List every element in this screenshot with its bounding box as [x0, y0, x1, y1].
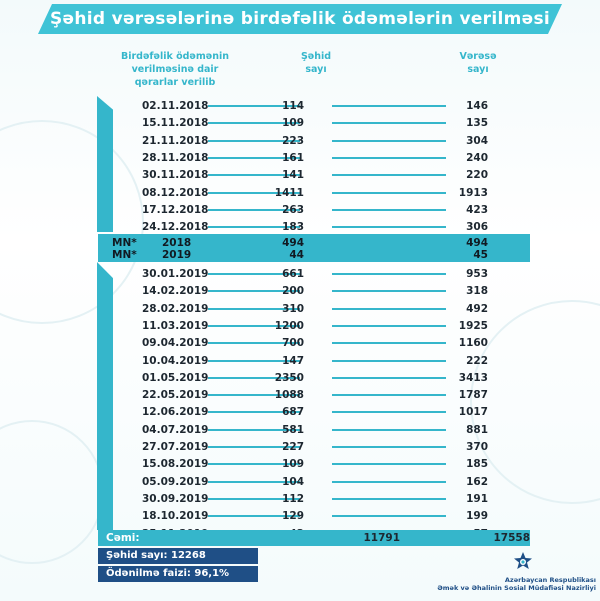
row-shahid-count: 109 [282, 117, 304, 130]
table-row [112, 132, 522, 150]
mn-year: 2018 [162, 237, 192, 249]
page-title: Şəhid vərəsələrinə birdəfəlik ödəmələrin verilməsi [49, 9, 550, 29]
table-row [112, 114, 522, 132]
row-shahid-count: 114 [282, 100, 304, 112]
row-varasa-count: 306 [466, 221, 488, 234]
row-connector-line [332, 377, 446, 379]
table-row [112, 166, 522, 184]
row-varasa-count: 162 [466, 475, 488, 488]
row-date: 10.04.2019 [142, 354, 209, 367]
totals-label: Cəmi: [106, 532, 140, 544]
row-connector-line [332, 157, 446, 159]
row-varasa-count: 881 [466, 423, 488, 436]
row-shahid-count: 161 [282, 151, 304, 164]
table-row [112, 300, 522, 318]
row-connector-line [332, 342, 446, 344]
mn-year: 2019 [162, 249, 192, 261]
table-row [112, 421, 522, 439]
payment-ratio-box [98, 566, 258, 582]
payment-ratio: Ödənilmə faizi: 96,1% [106, 568, 230, 579]
header-line: Vərəsə [459, 51, 497, 62]
ministry-name [420, 576, 600, 592]
row-shahid-count: 1088 [274, 389, 304, 402]
row-date: 30.09.2019 [142, 492, 209, 505]
row-varasa-count: 135 [466, 117, 488, 130]
row-varasa-count: 304 [466, 134, 488, 147]
row-date: 09.04.2019 [142, 337, 209, 350]
row-varasa-count: 3413 [458, 371, 488, 384]
row-shahid-count: 263 [282, 203, 304, 216]
column-header-varasa [448, 50, 508, 76]
row-varasa-count: 199 [466, 510, 488, 523]
row-shahid-count: 2350 [274, 371, 304, 384]
table-row [112, 282, 522, 300]
table-row [112, 334, 522, 352]
table-row [112, 184, 522, 202]
row-connector-line [332, 411, 446, 413]
row-connector-line [332, 209, 446, 211]
row-shahid-count: 112 [282, 492, 304, 505]
row-date: 30.01.2019 [142, 268, 209, 280]
row-connector-line [332, 290, 446, 292]
row-varasa-count: 370 [466, 441, 488, 453]
row-connector-line [332, 360, 446, 362]
row-varasa-count: 1913 [458, 186, 488, 199]
row-date: 21.11.2018 [142, 134, 209, 147]
row-connector-line [332, 273, 446, 275]
column-header-shahid [296, 50, 336, 76]
row-varasa-count: 953 [466, 268, 488, 280]
table-row [112, 369, 522, 387]
row-varasa-count: 492 [466, 302, 488, 315]
row-connector-line [332, 463, 446, 465]
year-2019-bracket [97, 262, 113, 530]
year-2018-bracket [97, 96, 113, 232]
row-date: 01.05.2019 [142, 371, 209, 384]
row-shahid-count: 581 [282, 423, 304, 436]
row-date: 28.02.2019 [142, 302, 209, 315]
row-varasa-count: 318 [466, 285, 488, 298]
row-shahid-count: 141 [282, 169, 304, 182]
row-shahid-count: 223 [282, 134, 304, 147]
shahid-count: Şəhid sayı: 12268 [106, 550, 206, 561]
row-varasa-count: 1787 [458, 389, 488, 402]
row-date: 12.06.2019 [142, 406, 209, 419]
row-connector-line [332, 446, 446, 448]
row-connector-line [332, 105, 446, 107]
row-shahid-count: 1200 [274, 319, 304, 332]
mn-shahid-count: 44 [289, 249, 304, 261]
table-row [112, 265, 522, 283]
table-row [112, 201, 522, 219]
header-line: Şəhid [300, 51, 332, 62]
row-date: 14.02.2019 [142, 285, 209, 298]
row-shahid-count: 700 [282, 337, 304, 350]
ministry-emblem-icon [512, 551, 534, 573]
row-date: 27.07.2019 [142, 441, 209, 453]
row-varasa-count: 1017 [458, 406, 488, 419]
ministry-name-line: Azərbaycan Respublikası [504, 576, 596, 584]
mn-shahid-count: 494 [282, 237, 304, 249]
row-date: 22.05.2019 [142, 389, 209, 402]
row-varasa-count: 185 [466, 458, 488, 471]
table-row [112, 403, 522, 421]
table-row [112, 473, 522, 491]
table-row [112, 455, 522, 473]
row-connector-line [332, 394, 446, 396]
mn-varasa-count: 45 [473, 249, 488, 261]
row-varasa-count: 240 [466, 151, 488, 164]
ministry-name-line: Əmək və Əhalinin Sosial Müdafiəsi Nazirliyi [437, 584, 596, 592]
row-connector-line [332, 325, 446, 327]
row-date: 18.10.2019 [142, 510, 209, 523]
row-date: 02.11.2018 [142, 100, 209, 112]
row-varasa-count: 220 [466, 169, 488, 182]
row-shahid-count: 661 [282, 268, 304, 280]
row-date: 04.07.2019 [142, 423, 209, 436]
row-varasa-count: 423 [466, 203, 488, 216]
header-line: Birdəfəlik ödəmənin [120, 51, 230, 62]
row-shahid-count: 147 [282, 354, 304, 367]
table-row [112, 438, 522, 456]
row-connector-line [332, 429, 446, 431]
row-connector-line [332, 122, 446, 124]
table-row [112, 352, 522, 370]
row-varasa-count: 146 [466, 100, 488, 112]
row-connector-line [332, 140, 446, 142]
table-row [112, 490, 522, 508]
row-date: 30.11.2018 [142, 169, 209, 182]
table-row [112, 97, 522, 115]
row-date: 08.12.2018 [142, 186, 209, 199]
mn-label: MN* [112, 237, 137, 249]
row-shahid-count: 687 [282, 406, 304, 419]
row-connector-line [332, 481, 446, 483]
table-row [112, 317, 522, 335]
table-row [112, 507, 522, 525]
row-connector-line [332, 498, 446, 500]
row-date: 05.09.2019 [142, 475, 209, 488]
row-date: 24.12.2018 [142, 221, 209, 234]
row-date: 28.11.2018 [142, 151, 209, 164]
row-connector-line [332, 308, 446, 310]
header-line: qərarlar verilib [134, 77, 216, 88]
row-shahid-count: 227 [282, 441, 304, 453]
header-line: sayı [467, 64, 489, 75]
table-row [112, 386, 522, 404]
row-connector-line [332, 192, 446, 194]
background-ornament [0, 420, 104, 564]
row-varasa-count: 1160 [458, 337, 488, 350]
mn-row [112, 246, 522, 264]
header-line: sayı [305, 64, 327, 75]
row-shahid-count: 104 [282, 475, 304, 488]
row-date: 17.12.2018 [142, 203, 209, 216]
totals-row [98, 530, 530, 546]
row-shahid-count: 109 [282, 458, 304, 471]
row-shahid-count: 1411 [274, 186, 304, 199]
mn-varasa-count: 494 [466, 237, 488, 249]
totals-varasa: 17558 [493, 532, 530, 544]
row-shahid-count: 183 [282, 221, 304, 234]
row-varasa-count: 222 [466, 354, 488, 367]
row-date: 11.03.2019 [142, 319, 209, 332]
column-header-dates [118, 50, 232, 89]
row-varasa-count: 1925 [458, 319, 488, 332]
row-connector-line [332, 226, 446, 228]
row-shahid-count: 129 [282, 510, 304, 523]
shahid-count-box [98, 548, 258, 564]
header-line: verilməsinə dair [131, 64, 219, 75]
totals-shahid: 11791 [363, 532, 400, 544]
row-shahid-count: 200 [282, 285, 304, 298]
row-shahid-count: 310 [282, 302, 304, 315]
row-connector-line [332, 515, 446, 517]
row-varasa-count: 191 [466, 492, 488, 505]
row-date: 15.08.2019 [142, 458, 209, 471]
table-row [112, 149, 522, 167]
row-connector-line [332, 174, 446, 176]
mn-label: MN* [112, 249, 137, 261]
row-date: 15.11.2018 [142, 117, 209, 130]
